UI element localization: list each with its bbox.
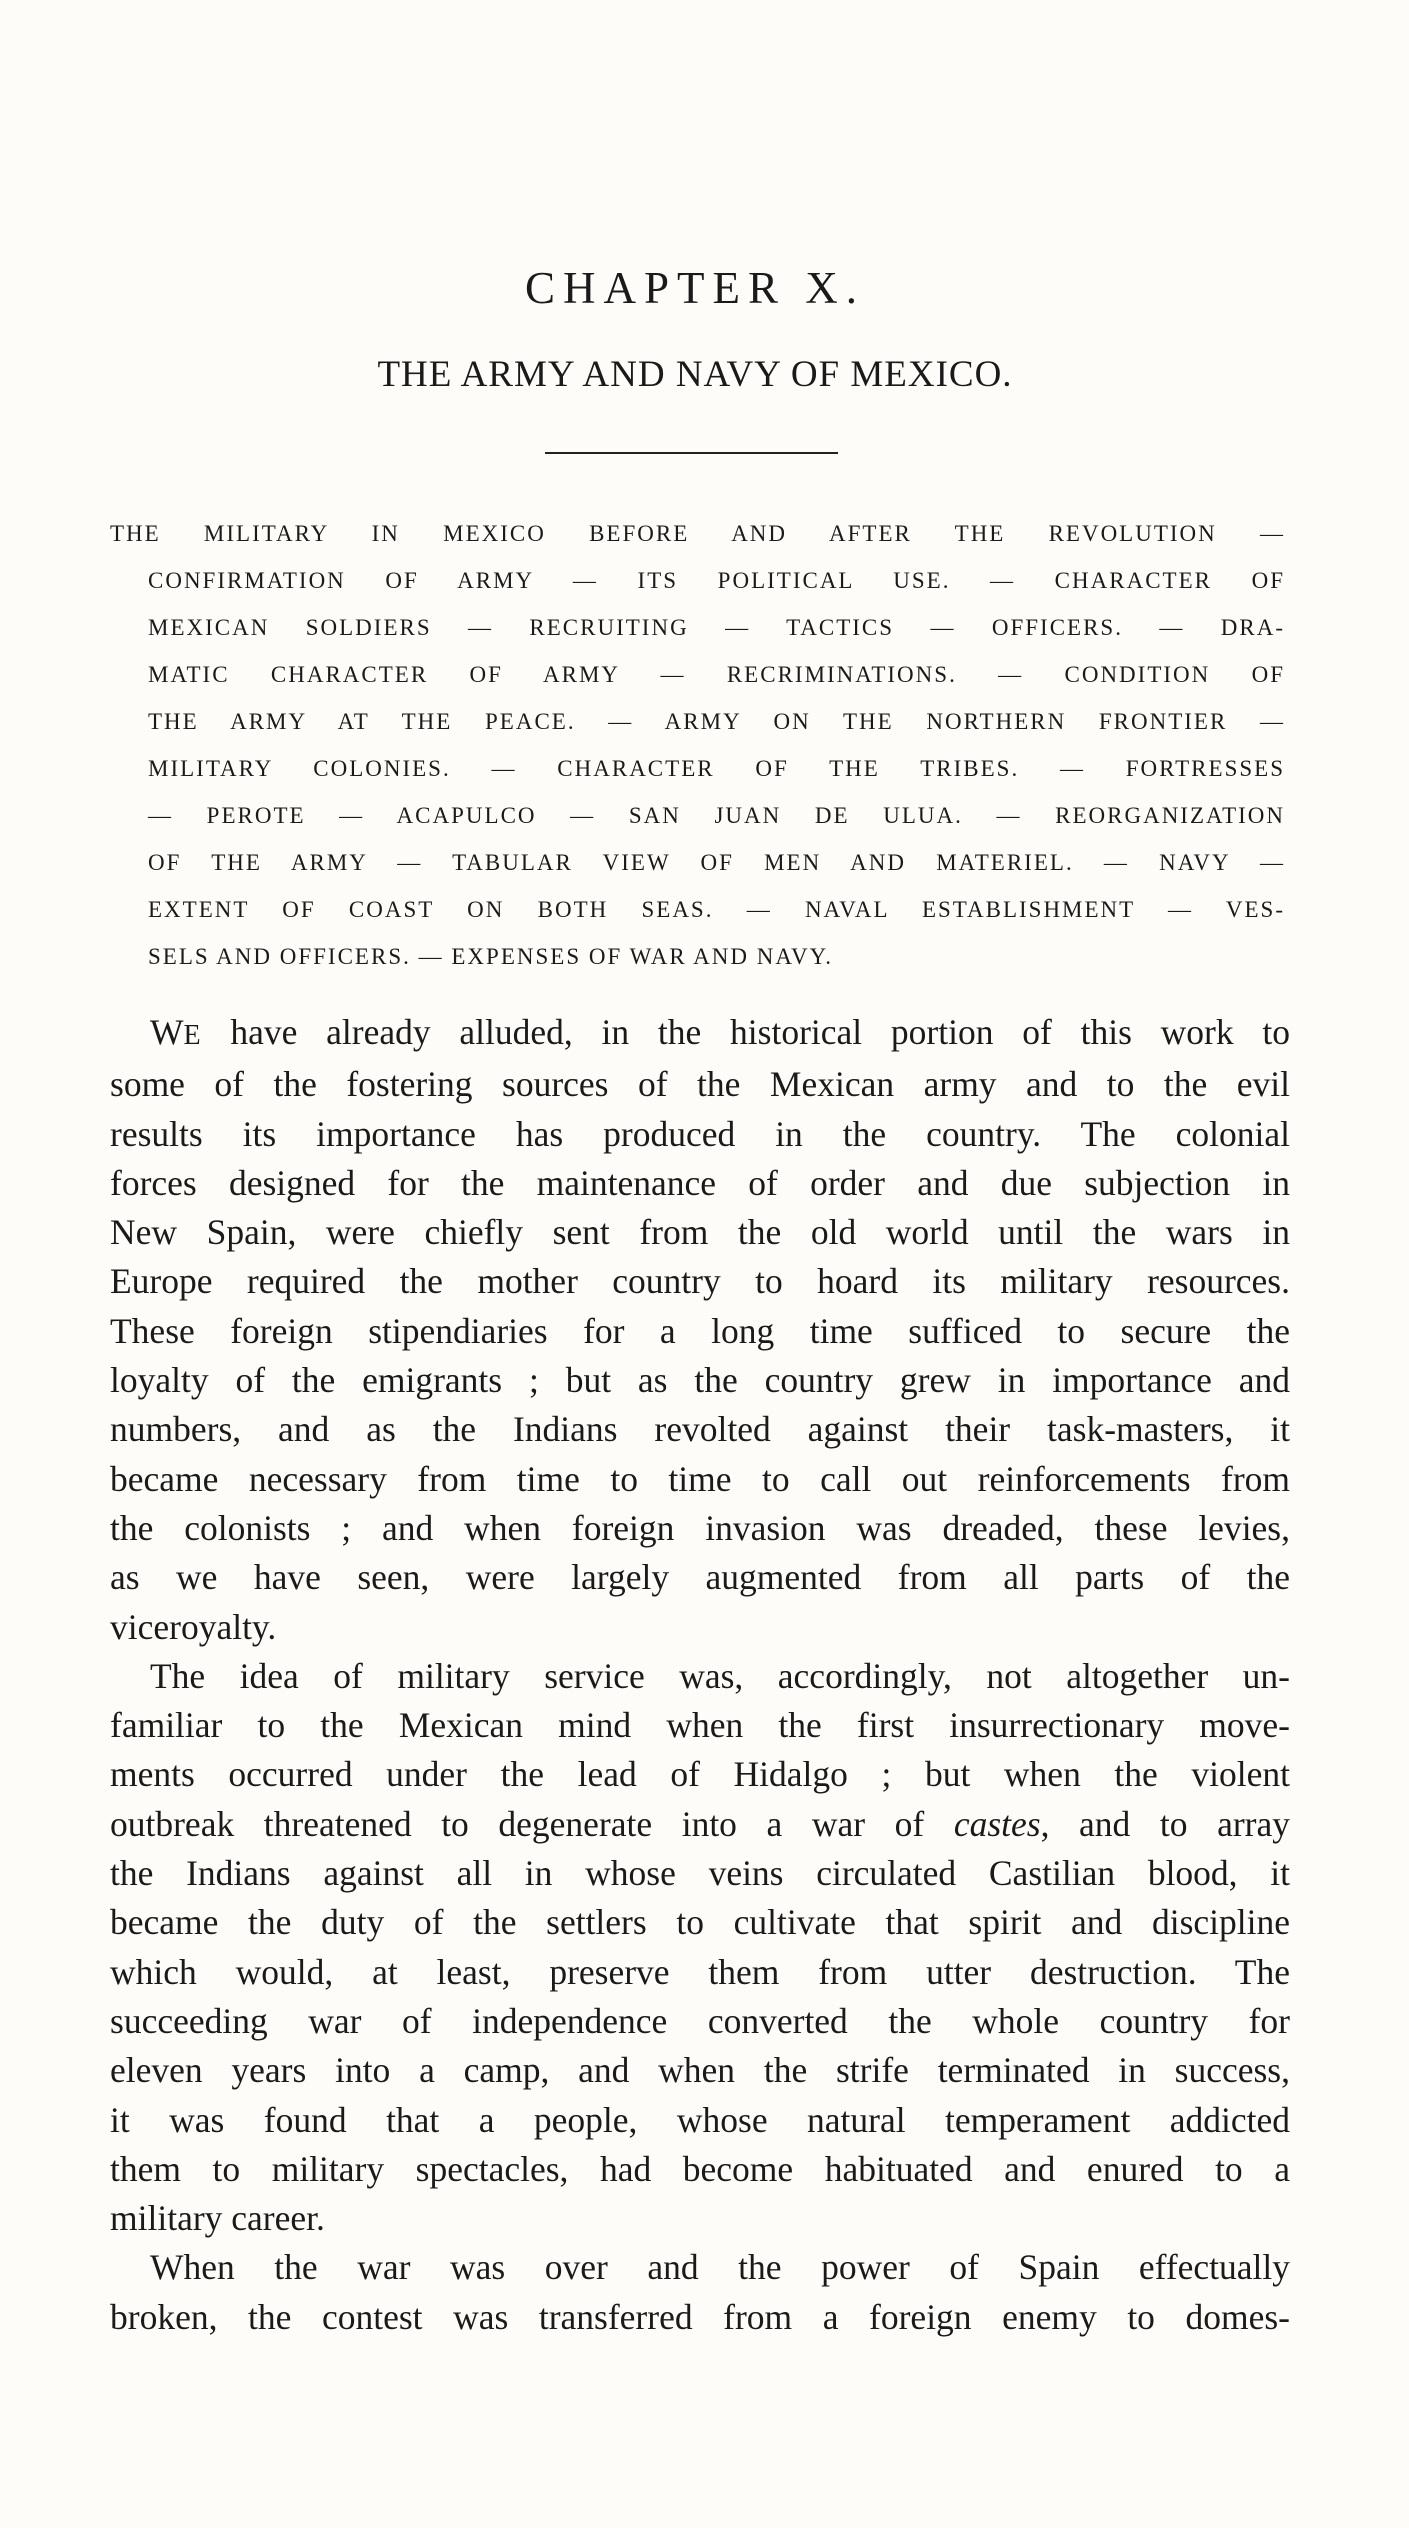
paragraph-line-text: , and to array: [1040, 1803, 1291, 1844]
paragraph-line: familiar to the Mexican mind when the first insurrectionary move-: [110, 1705, 1290, 1746]
paragraph-line: The idea of military service was, accordingly, not altogether un-: [150, 1655, 1290, 1696]
paragraph-line-text: outbreak threatened to degenerate into a war of: [110, 1803, 954, 1844]
dropcap-letter: W: [150, 1012, 184, 1052]
synopsis-line: THE ARMY AT THE PEACE. — ARMY ON THE NORTHERN FRONTIER —: [148, 709, 1285, 734]
paragraph-1: [110, 1008, 1290, 1652]
paragraph-line: which would, at least, preserve them from utter destruction. The: [110, 1951, 1290, 1992]
synopsis-line: — PEROTE — ACAPULCO — SAN JUAN DE ULUA. — REORGANIZATION: [148, 803, 1285, 828]
paragraph-line: forces designed for the maintenance of order and due subjection in: [110, 1162, 1290, 1203]
paragraph-line: the Indians against all in whose veins circulated Castilian blood, it: [110, 1853, 1290, 1894]
paragraph-line: some of the fostering sources of the Mexican army and to the evil: [110, 1064, 1290, 1105]
synopsis-line: EXTENT OF COAST ON BOTH SEAS. — NAVAL ESTABLISHMENT — VES-: [148, 897, 1285, 922]
paragraph-line: succeeding war of independence converted the whole country for: [110, 2000, 1290, 2041]
paragraph-line: the colonists ; and when foreign invasion was dreaded, these levies,: [110, 1507, 1290, 1548]
small-caps-letter: E: [183, 1020, 202, 1051]
paragraph-line: broken, the contest was transferred from a foreign enemy to domes-: [110, 2296, 1290, 2337]
paragraph-line: became the duty of the settlers to cultivate that spirit and discipline: [110, 1902, 1290, 1943]
paragraph-line: eleven years into a camp, and when the strife terminated in success,: [110, 2050, 1290, 2091]
synopsis-line: MATIC CHARACTER OF ARMY — RECRIMINATIONS. — CONDITION OF: [148, 662, 1285, 687]
italic-term: castes: [953, 1803, 1041, 1844]
paragraph-line: These foreign stipendiaries for a long time sufficed to secure the: [110, 1310, 1290, 1351]
body-text: [110, 1008, 1290, 2342]
chapter-synopsis: [110, 510, 1285, 980]
paragraph-3: [110, 2243, 1290, 2342]
paragraph-line: [110, 1800, 1290, 1849]
paragraph-line: as we have seen, were largely augmented from all parts of the: [110, 1557, 1290, 1598]
paragraph-line: results its importance has produced in the country. The colonial: [110, 1113, 1290, 1154]
paragraph-line: loyalty of the emigrants ; but as the country grew in importance and: [110, 1360, 1290, 1401]
paragraph-2: [110, 1652, 1290, 2244]
paragraph-line: New Spain, were chiefly sent from the old world until the wars in: [110, 1212, 1290, 1253]
synopsis-line: THE MILITARY IN MEXICO BEFORE AND AFTER THE REVOLUTION —: [110, 521, 1285, 546]
paragraph-line-text: have already alluded, in the historical portion of this work to: [201, 1012, 1290, 1052]
paragraph-line: military career.: [110, 2198, 325, 2239]
synopsis-line: SELS AND OFFICERS. — EXPENSES OF WAR AND NAVY.: [148, 944, 834, 969]
title-divider: [545, 452, 838, 454]
synopsis-line: MILITARY COLONIES. — CHARACTER OF THE TRIBES. — FORTRESSES: [148, 756, 1285, 781]
chapter-title: THE ARMY AND NAVY OF MEXICO.: [377, 354, 1013, 395]
paragraph-line: numbers, and as the Indians revolted against their task-masters, it: [110, 1409, 1290, 1450]
paragraph-line: became necessary from time to time to call out reinforcements from: [110, 1458, 1290, 1499]
paragraph-line: Europe required the mother country to hoard its military resources.: [110, 1261, 1290, 1302]
synopsis-line: MEXICAN SOLDIERS — RECRUITING — TACTICS — OFFICERS. — DRA-: [148, 615, 1285, 640]
paragraph-line: When the war was over and the power of Spain effectually: [150, 2247, 1290, 2288]
synopsis-line: CONFIRMATION OF ARMY — ITS POLITICAL USE. — CHARACTER OF: [148, 568, 1285, 593]
synopsis-line: OF THE ARMY — TABULAR VIEW OF MEN AND MATERIEL. — NAVY —: [148, 850, 1285, 875]
paragraph-line: ments occurred under the lead of Hidalgo ; but when the violent: [110, 1754, 1290, 1795]
paragraph-line: viceroyalty.: [110, 1606, 277, 1647]
paragraph-line: [110, 1008, 1290, 1060]
paragraph-line: them to military spectacles, had become habituated and enured to a: [110, 2148, 1290, 2189]
paragraph-line: it was found that a people, whose natural temperament addicted: [110, 2099, 1290, 2140]
chapter-number: CHAPTER X.: [524, 263, 866, 313]
